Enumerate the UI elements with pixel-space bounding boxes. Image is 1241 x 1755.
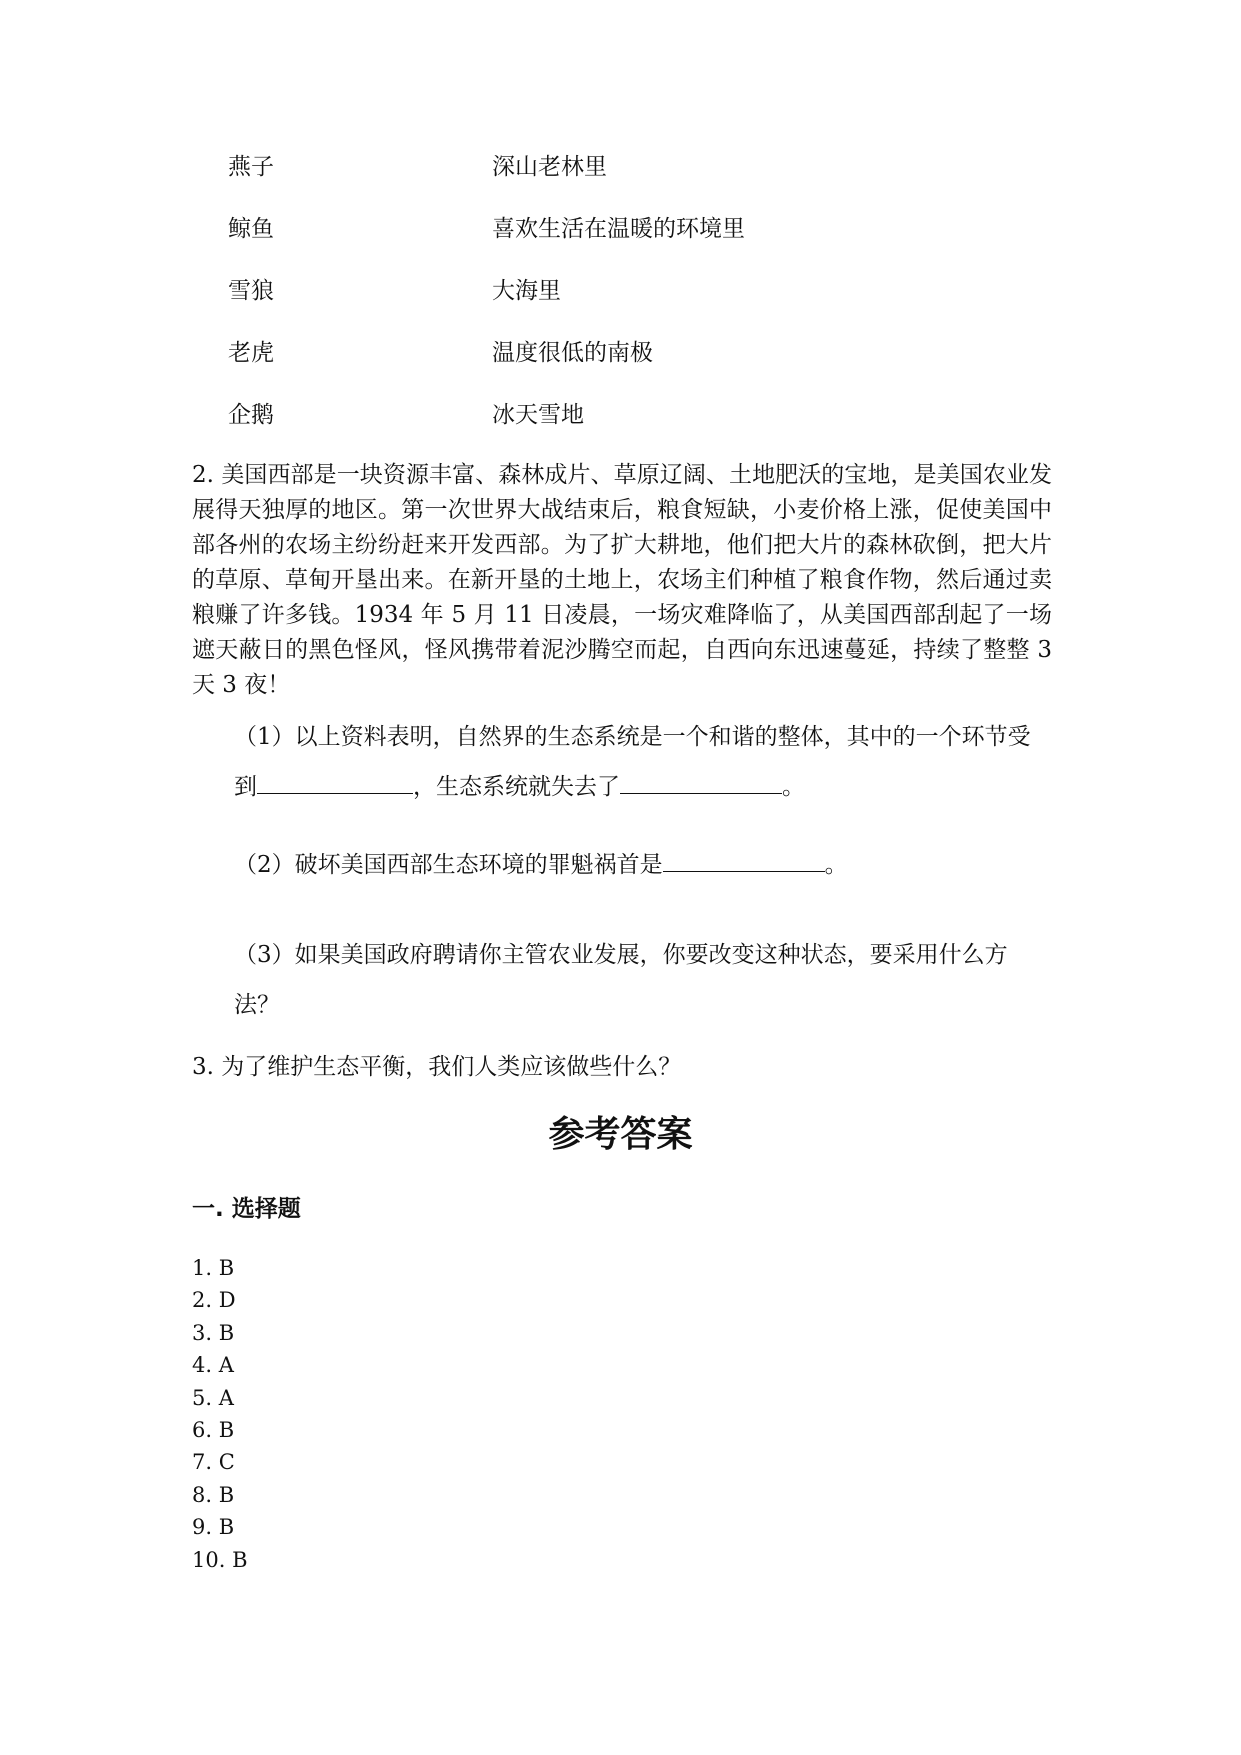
- habitat-name: 大海里: [492, 278, 561, 304]
- question-3: 3. 为了维护生态平衡，我们人类应该做些什么？: [192, 1054, 682, 1080]
- animal-name: 鲸鱼: [228, 216, 274, 242]
- answer-blank[interactable]: [663, 847, 825, 872]
- answer-item: 2. D: [192, 1288, 236, 1313]
- answer-list: [192, 1252, 248, 1576]
- animal-name: 雪狼: [228, 278, 274, 304]
- section-title: 一. 选择题: [192, 1196, 301, 1222]
- answer-item: 10. B: [192, 1547, 248, 1572]
- sub-2-text: （2）破坏美国西部生态环境的罪魁祸首是: [234, 852, 663, 878]
- answer-item: 9. B: [192, 1515, 235, 1540]
- animal-name: 燕子: [228, 154, 274, 180]
- answer-item: 4. A: [192, 1353, 234, 1378]
- animal-name: 企鹅: [228, 402, 274, 428]
- answer-key-title: 参考答案: [548, 1113, 693, 1155]
- habitat-name: 深山老林里: [492, 154, 607, 180]
- answer-blank[interactable]: [257, 769, 413, 794]
- answer-item: 1. B: [192, 1256, 235, 1280]
- habitat-name: 温度很低的南极: [492, 340, 653, 366]
- answer-item: 5. A: [192, 1385, 234, 1410]
- habitat-name: 喜欢生活在温暖的环境里: [492, 216, 745, 242]
- sub-1-end: 。: [782, 774, 805, 800]
- answer-item: 3. B: [192, 1320, 235, 1345]
- sub-1-text-b: ，生态系统就失去了: [413, 774, 620, 800]
- sub-1-text-a: （1）以上资料表明，自然界的生态系统是一个和谐的整体，其中的一个环节受到: [234, 724, 1031, 800]
- sub-2-end: 。: [824, 852, 848, 878]
- answer-item: 6. B: [192, 1418, 235, 1443]
- habitat-name: 冰天雪地: [492, 402, 584, 428]
- question-2-sub-3: （3）如果美国政府聘请你主管农业发展，你要改变这种状态，要采用什么方法？: [234, 942, 1008, 1018]
- question-2-sub-1: [192, 712, 1052, 812]
- answer-blank[interactable]: [620, 769, 782, 794]
- animal-name: 老虎: [228, 340, 274, 366]
- question-2-passage: 2. 美国西部是一块资源丰富、森林成片、草原辽阔、土地肥沃的宝地，是美国农业发展得天独厚的地区。第一次世界大战结束后，粮食短缺，小麦价格上涨，促使美国中部各州的农场主纷纷赶来开发西部。为了扩大耕地，他们把大片的森林砍倒，把大片的草原、草甸开垦出来。在新开垦的土地上，农场主们种植了粮食作物，然后通过卖粮赚了许多钱。1934 年 5 月 11 日凌晨，一场灾难降临了，从美国西部刮起了一场遮天蔽日的黑色怪风，怪风携带着泥沙腾空而起，自西向东迅速蔓延，持续了整整 3 天 3 夜！: [192, 462, 1052, 698]
- answer-item: 8. B: [192, 1482, 235, 1507]
- answer-item: 7. C: [192, 1450, 235, 1475]
- question-2-sub-2: [192, 840, 1052, 890]
